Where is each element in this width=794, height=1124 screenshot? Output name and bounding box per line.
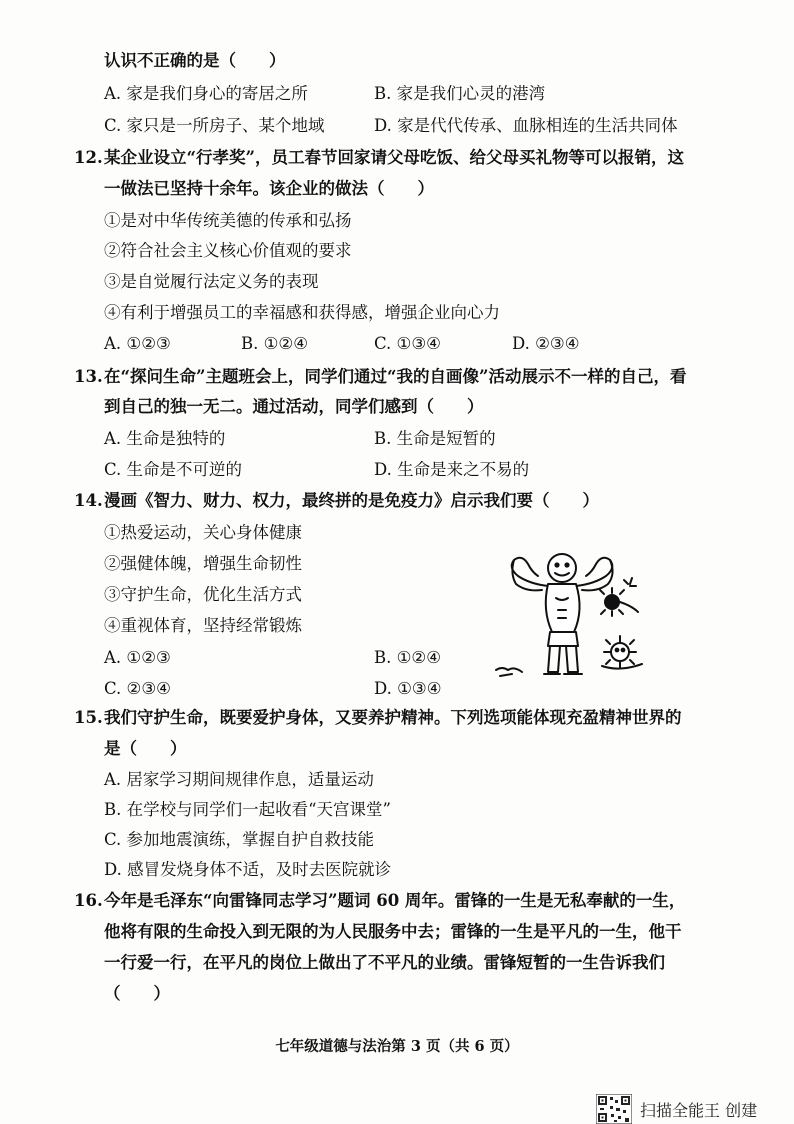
q14-number: 14. — [74, 491, 103, 510]
q12-option-b[interactable]: B. ①②④ — [241, 334, 308, 353]
q15-option-c[interactable]: C. 参加地震演练，掌握自护自救技能 — [104, 830, 375, 849]
q12-option-d[interactable]: D. ②③④ — [512, 334, 580, 353]
q12-item-1: ①是对中华传统美德的传承和弘扬 — [104, 211, 352, 230]
q14-option-a[interactable]: A. ①②③ — [104, 648, 171, 667]
q13-stem-line1: 在“探问生命”主题班会上，同学们通过“我的自画像”活动展示不一样的自己，看 — [104, 367, 687, 386]
q15-stem-line2: 是（ ） — [104, 739, 187, 758]
q11-option-b[interactable]: B. 家是我们心灵的港湾 — [374, 84, 546, 103]
q12-item-2: ②符合社会主义核心价值观的要求 — [104, 241, 352, 260]
q13-option-d[interactable]: D. 生命是来之不易的 — [374, 460, 530, 479]
q11-stem: 认识不正确的是（ ） — [104, 51, 286, 70]
q14-option-c[interactable]: C. ②③④ — [104, 679, 171, 698]
q15-option-a[interactable]: A. 居家学习期间规律作息，适量运动 — [104, 770, 374, 789]
q15-option-b[interactable]: B. 在学校与同学们一起收看“天宫课堂” — [104, 800, 391, 819]
q12-stem-line2: 一做法已坚持十余年。该企业的做法（ ） — [104, 179, 434, 198]
q14-item-2: ②强健体魄，增强生命韧性 — [104, 554, 302, 573]
q12-option-c[interactable]: C. ①③④ — [374, 334, 441, 353]
q16-number: 16. — [74, 891, 103, 910]
q15-number: 15. — [74, 708, 103, 727]
q12-item-4: ④有利于增强员工的幸福感和获得感，增强企业向心力 — [104, 303, 500, 322]
q12-option-a[interactable]: A. ①②③ — [104, 334, 171, 353]
q16-stem-line2: 他将有限的生命投入到无限的为人民服务中去；雷锋的一生是平凡的一生，他干 — [104, 922, 682, 941]
q13-option-c[interactable]: C. 生命是不可逆的 — [104, 460, 243, 479]
qr-code-icon — [596, 1094, 632, 1124]
q11-option-a[interactable]: A. 家是我们身心的寄居之所 — [104, 84, 308, 103]
q16-stem-line4: （ ） — [104, 984, 170, 1003]
q12-stem-line1: 某企业设立“行孝奖”，员工春节回家请父母吃饭、给父母买礼物等可以报销，这 — [104, 148, 684, 167]
q11-option-c[interactable]: C. 家只是一所房子、某个地域 — [104, 116, 325, 135]
q16-stem-line3: 一行爱一行，在平凡的岗位上做出了不平凡的业绩。雷锋短暂的一生告诉我们 — [104, 953, 665, 972]
q13-stem-line2: 到自己的独一无二。通过活动，同学们感到（ ） — [104, 397, 484, 416]
q15-stem-line1: 我们守护生命，既要爱护身体，又要养护精神。下列选项能体现充盈精神世界的 — [104, 708, 682, 727]
q12-item-3: ③是自觉履行法定义务的表现 — [104, 272, 319, 291]
q14-stem: 漫画《智力、财力、权力，最终拼的是免疫力》启示我们要（ ） — [104, 491, 599, 510]
q12-number: 12. — [74, 148, 103, 167]
q14-option-d[interactable]: D. ①③④ — [374, 679, 442, 698]
q13-option-a[interactable]: A. 生命是独特的 — [104, 429, 226, 448]
q14-item-4: ④重视体育，坚持经常锻炼 — [104, 616, 302, 635]
q14-item-3: ③守护生命，优化生活方式 — [104, 585, 302, 604]
q14-option-b[interactable]: B. ①②④ — [374, 648, 441, 667]
q14-item-1: ①热爱运动，关心身体健康 — [104, 523, 302, 542]
strongman-cartoon — [492, 540, 662, 690]
scanner-watermark: 扫描全能王 创建 — [640, 1101, 758, 1120]
q13-option-b[interactable]: B. 生命是短暂的 — [374, 429, 496, 448]
q11-option-d[interactable]: D. 家是代代传承、血脉相连的生活共同体 — [374, 116, 678, 135]
q15-option-d[interactable]: D. 感冒发烧身体不适，及时去医院就诊 — [104, 860, 392, 879]
page-footer: 七年级道德与法治第 3 页（共 6 页） — [275, 1038, 519, 1055]
q16-stem-line1: 今年是毛泽东“向雷锋同志学习”题词 60 周年。雷锋的一生是无私奉献的一生， — [104, 891, 686, 910]
q13-number: 13. — [74, 367, 103, 386]
